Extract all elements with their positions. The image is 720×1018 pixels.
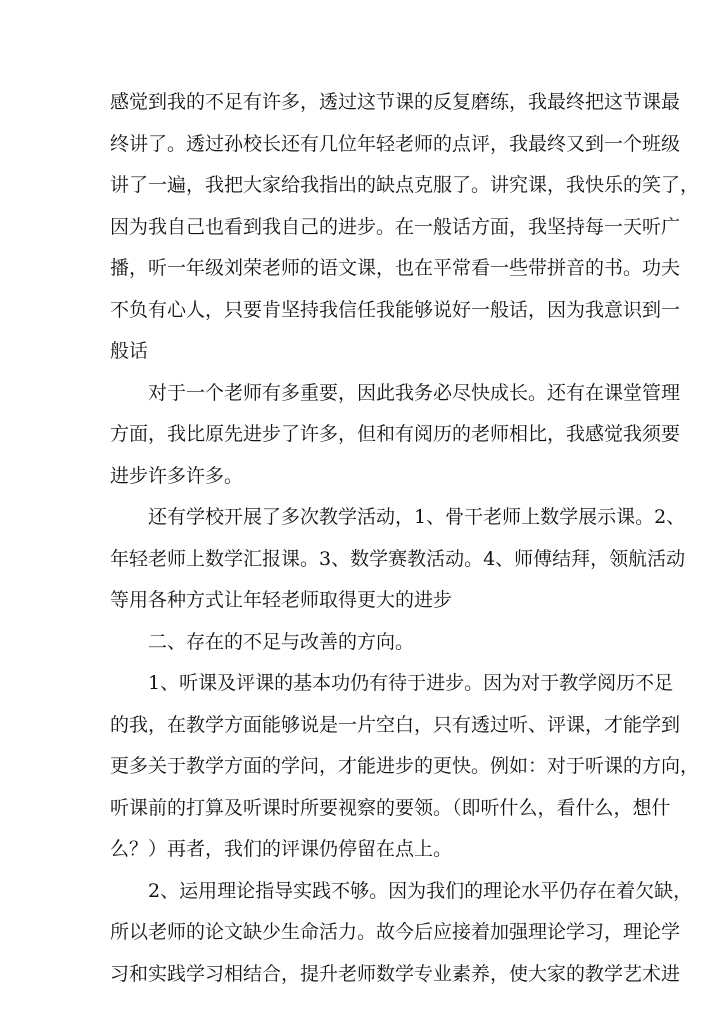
- text-line: 听课前的打算及听课时所要视察的要领。（即听什么，看什么，想什: [110, 796, 671, 819]
- paragraph: [110, 373, 681, 498]
- text-line: 方面，我比原先进步了许多，但和有阅历的老师相比，我感觉我须要: [110, 423, 681, 445]
- section-heading: [110, 622, 618, 664]
- text-line: 终讲了。透过孙校长还有几位年轻老师的点评，我最终又到一个班级: [110, 132, 681, 155]
- text-line: 进步许多许多。: [110, 464, 244, 487]
- text-line: 么？）再者，我们的评课仍停留在点上。: [110, 838, 453, 860]
- text-line: 感觉到我的不足有许多，透过这节课的反复磨练，我最终把这节课最: [110, 91, 681, 113]
- text-line: 讲了一遍，我把大家给我指出的缺点克服了。讲究课，我快乐的笑了，: [110, 174, 700, 196]
- text-line: 所以老师的论文缺少生命活力。故今后应接着加强理论学习，理论学: [110, 921, 681, 943]
- text-line: 等用各种方式让年轻老师取得更大的进步: [110, 589, 453, 611]
- document-page: [110, 82, 700, 995]
- paragraph: [110, 82, 700, 373]
- text-line: 更多关于教学方面的学问，才能进步的更快。例如：对于听课的方向，: [110, 755, 700, 777]
- text-line: 还有学校开展了多次教学活动，1、骨干老师上数学展示课。2、: [148, 506, 686, 528]
- paragraph: [110, 497, 686, 622]
- paragraph: [110, 663, 700, 871]
- text-line: 般话: [110, 340, 149, 362]
- paragraph: [110, 871, 693, 996]
- text-line: 2、运用理论指导实践不够。因为我们的理论水平仍存在着欠缺，: [148, 879, 693, 902]
- text-line: 对于一个老师有多重要，因此我务必尽快成长。还有在课堂管理: [148, 381, 681, 404]
- text-line: 播，听一年级刘荣老师的语文课，也在平常看一些带拼音的书。功夫: [110, 257, 681, 279]
- text-line: 1、听课及评课的基本功仍有待于进步。因为对于教学阅历不足: [148, 672, 674, 694]
- text-line: 习和实践学习相结合，提升老师数学专业素养，使大家的教学艺术进: [110, 962, 681, 985]
- text-line: 的我，在教学方面能够说是一片空白，只有透过听、评课，才能学到: [110, 713, 681, 736]
- text-line: 二、存在的不足与改善的方向。: [148, 630, 415, 653]
- text-line: 不负有心人，只要肯坚持我信任我能够说好一般话，因为我意识到一: [110, 298, 681, 321]
- text-line: 年轻老师上数学汇报课。3、数学赛教活动。4、师傅结拜，领航活动: [110, 547, 686, 570]
- text-line: 因为我自己也看到我自己的进步。在一般话方面，我坚持每一天听广: [110, 215, 681, 238]
